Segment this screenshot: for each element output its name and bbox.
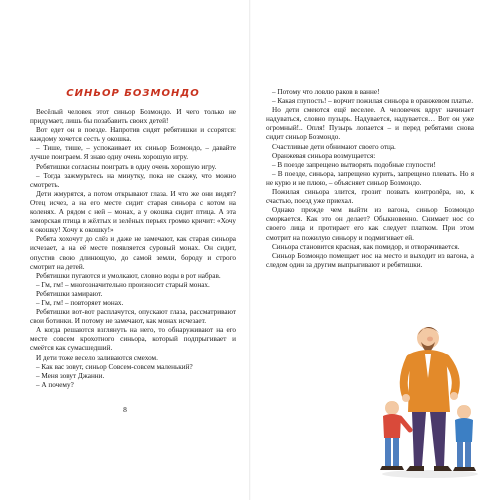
paragraph: Ребятишки согласны поиграть в одну очень хорошую игру. bbox=[36, 162, 217, 171]
illustration-family bbox=[370, 318, 482, 480]
paragraph: Синьора становится красная, как помидор, и отворачивается. bbox=[272, 242, 460, 251]
paragraph: – Гм, гм! – многозначительно произносит старый монах. bbox=[36, 280, 210, 289]
paragraph: – В поезде, синьора, запрещено курить, запрещено плевать. Но я не курю и не плюю, – объясняет синьор Бозмондо. bbox=[266, 169, 474, 187]
paragraph: Ребята хохочут до слёз и даже не замечают, как старая синьора исчезает, а на её месте появляется суровый монах. Он сидит, опустив свою длинющую, до самой земли, бороду и строго смотрит на детей. bbox=[30, 235, 236, 271]
chapter-title: СИНЬОР БОЗМОНДО bbox=[66, 88, 200, 99]
paragraph: Однако прежде чем выйти из вагона, синьор Бозмондо сморкается. Как это он делает? Обыкновенно. Снимает нос со своего лица и протирает его как следует платком. При этом смотрит на пожилую синьору и подмигивает ей. bbox=[266, 206, 474, 242]
paragraph: Весёлый человек этот синьор Бозмондо. И чего только не придумает, лишь бы позабавить своих детей! bbox=[30, 108, 236, 126]
paragraph: – Тогда зажмурьтесь на минутку, пока не скажу, что можно смотреть. bbox=[30, 171, 236, 189]
paragraph: Оранжевая синьора возмущается: bbox=[272, 151, 376, 160]
child-right-figure bbox=[453, 405, 476, 471]
paragraph: – Какая глупость! – ворчит пожилая синьора в оранжевом платье. bbox=[272, 97, 474, 106]
father-figure bbox=[402, 327, 458, 471]
page-number: 8 bbox=[123, 405, 127, 414]
paragraph: – А почему? bbox=[36, 380, 74, 389]
paragraph: А когда решаются взглянуть на него, то обнаруживают на его месте совсем крохотного синьора, который подпрыгивает и смеётся как сумасшедший. bbox=[30, 326, 236, 353]
paragraph: Счастливые дети обнимают своего отца. bbox=[272, 142, 396, 151]
right-page-text bbox=[266, 88, 474, 270]
paragraph: Ребятишки вот-вот расплачутся, опускают глаза, рассматривают свои ботинки. И потому не замечают, как монах исчезает. bbox=[30, 308, 236, 326]
paragraph: Ребятишки пугаются и умолкают, словно воды в рот набрав. bbox=[36, 271, 221, 280]
paragraph: – Меня зовут Джанни. bbox=[36, 371, 105, 380]
left-page-text bbox=[30, 108, 236, 390]
right-page bbox=[250, 0, 500, 500]
paragraph: Синьор Бозмондо помещает нос на место и выходит из вагона, а следом один за другим выпрыгивают и ребятишки. bbox=[266, 251, 474, 269]
paragraph: – Потому что ловлю раков в ванне! bbox=[272, 88, 380, 96]
paragraph: – Гм, гм! – повторяет монах. bbox=[36, 298, 124, 307]
paragraph: Ребятишки замирают. bbox=[36, 289, 103, 298]
ground-shadow bbox=[382, 470, 478, 478]
paragraph: – Тише, тише, – успокаивает их синьор Бозмондо, – давайте лучше поиграем. Я знаю одну очень хорошую игру. bbox=[30, 144, 236, 162]
paragraph: Пожилая синьора злится, грозит позвать контролёра, но, к счастью, поезд уже приехал. bbox=[266, 188, 474, 206]
paragraph: И дети тоже весело заливаются смехом. bbox=[36, 353, 158, 362]
paragraph: Но дети смеются ещё веселее. А человечек вдруг начинает надуваться, словно пузырь. Надувается, надувается… Вот он уже огромный!.. Опля! Пузырь лопается – и перед ребятами снова сидит синьор Бозмондо. bbox=[266, 106, 474, 142]
paragraph: – В поезде запрещено вытворять подобные глупости! bbox=[272, 160, 436, 169]
child-left-figure bbox=[380, 401, 410, 470]
paragraph: Дети жмурятся, а потом открывают глаза. И что же они видят? Отец исчез, а на его месте сидит старая синьора с котом на коленях. А рядом с ней – монах, а у окошка сидит птица. А эта заморская птица в жёлтых и зелёных перьях громко кричит: «Хочу к окошку! Хочу к окошку!» bbox=[30, 189, 236, 235]
paragraph: – Как вас зовут, синьор Совсем-совсем маленький? bbox=[36, 362, 193, 371]
paragraph: Вот едет он в поезде. Напротив сидят ребятишки и ссорятся: каждому хочется сесть у окошка. bbox=[30, 126, 236, 144]
